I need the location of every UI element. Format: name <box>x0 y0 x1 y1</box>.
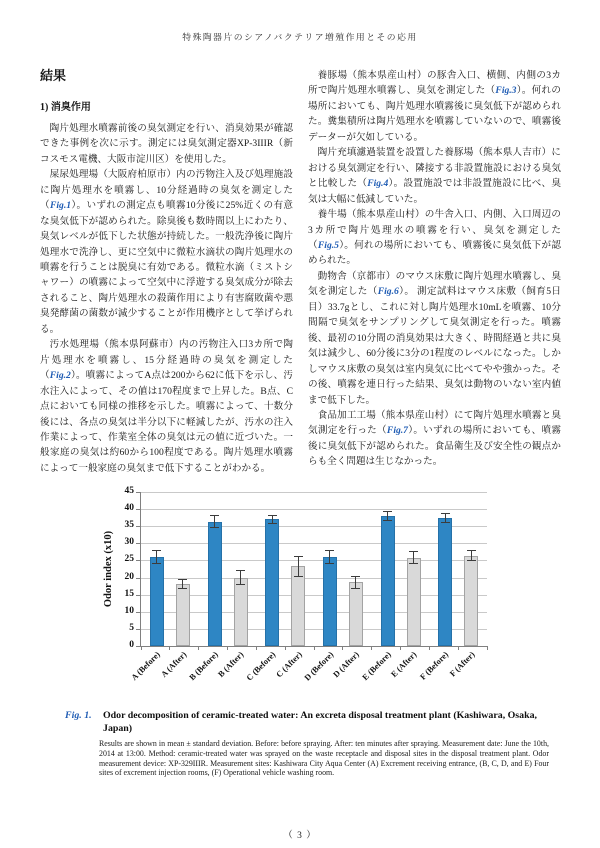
x-category-label: A (After) <box>159 650 189 680</box>
left-column-paragraphs <box>40 121 293 476</box>
figure-reference: Fig.4 <box>367 178 389 190</box>
error-bar <box>240 571 241 585</box>
error-bar-cap <box>236 584 245 585</box>
bar-before <box>438 518 452 646</box>
y-tick-label: 30 <box>124 537 134 548</box>
error-bar <box>471 551 472 561</box>
error-bar-cap <box>351 588 360 589</box>
x-category-label: E (After) <box>389 650 419 680</box>
y-axis-label: Odor index (x10) <box>103 530 114 608</box>
x-category-label: B (Before) <box>187 650 220 683</box>
error-bar <box>413 552 414 564</box>
paragraph: 陶片充填濾過装置を設置した養豚場（熊本県人吉市）における臭気測定を行い、隣接する非設置施設における臭気と比較した（Fig.4）。設置施設では非設置施設に比べ、臭気は大幅に低減していた。 <box>308 147 561 205</box>
right-column-paragraphs <box>308 68 561 470</box>
y-tick-label: 45 <box>124 486 134 496</box>
error-bar-cap <box>268 523 277 524</box>
x-category-label: A (Before) <box>130 650 163 683</box>
error-bar-cap <box>325 563 334 564</box>
y-tick-label: 5 <box>129 622 134 633</box>
bar-before <box>208 522 222 646</box>
plot-area <box>103 486 487 650</box>
odor-index-bar-chart <box>103 486 506 705</box>
y-tick-label: 20 <box>124 571 134 582</box>
y-tick-label: 10 <box>124 605 134 616</box>
y-tick-label: 15 <box>124 588 134 599</box>
y-tick <box>136 526 141 527</box>
figure-caption-head <box>65 710 549 735</box>
y-tick <box>136 509 141 510</box>
figure-note: Results are shown in mean ± standard deviation. Before: before spraying. After: ten minutes after spraying. Measurement date: June the 10th, 2014 at 13:00. Method: ceramic-treated water was sprayed on the waste receptacle and disposal sites in the disposal treatment plant. Odor measurement device: XP-329IIIR. Measurement sites: Kashiwara City Aqua Center (A) Excrement receiving entrance, (B, C, D, and E) Four sites of excrement injection rooms, (F) Operational vehicle washing room. <box>99 739 549 778</box>
figure-reference: Fig.2 <box>49 370 71 382</box>
error-bar <box>298 556 299 577</box>
error-bar-cap <box>152 563 161 564</box>
paragraph: 食品加工工場（熊本県産山村）にて陶片処理水噴霧と臭気測定を行った（Fig.7）。いずれの場所においても、噴霧後に臭気低下が認められた。食品衛生及び安全性の観点からも全く問題は生じなかった。 <box>308 409 561 468</box>
bar-after <box>349 582 363 646</box>
x-category-label: D (After) <box>331 650 362 680</box>
y-tick <box>136 578 141 579</box>
bar-after <box>407 558 421 646</box>
y-tick <box>136 595 141 596</box>
y-tick <box>136 612 141 613</box>
error-bar-cap <box>210 515 219 516</box>
figure-reference: Fig.1 <box>49 200 72 212</box>
y-tick <box>136 543 141 544</box>
error-bar <box>156 550 157 564</box>
error-bar-cap <box>325 550 334 551</box>
error-bar-cap <box>178 588 187 589</box>
y-tick-label: 0 <box>129 640 134 650</box>
paragraph: 養牛場（熊本県産山村）の牛舎入口、内側、入口周辺の3カ所で陶片処理水の噴霧を行い、臭気を測定した（Fig.5）。何れの場所においても、噴霧後に臭気低下が認められた。 <box>308 209 561 267</box>
error-bar-cap <box>236 570 245 571</box>
gridline <box>141 492 487 493</box>
gridline <box>141 612 487 613</box>
bar-before <box>381 516 395 646</box>
figure-reference: Fig.3 <box>495 85 517 97</box>
x-category-label: F (After) <box>448 650 477 679</box>
subsection-heading-deodorization: 1) 消臭作用 <box>40 102 91 114</box>
bar-before <box>265 519 279 646</box>
error-bar-cap <box>441 513 450 514</box>
y-tick <box>136 629 141 630</box>
bar-after <box>291 566 305 646</box>
error-bar-cap <box>467 550 476 551</box>
error-bar-cap <box>152 550 161 551</box>
error-bar-cap <box>351 576 360 577</box>
gridline <box>141 543 487 544</box>
body-columns <box>40 68 561 492</box>
x-category-label: C (After) <box>274 650 304 680</box>
section-heading-results: 結果 <box>40 68 67 83</box>
page-number: （ 3 ） <box>283 831 317 841</box>
error-bar-cap <box>409 563 418 564</box>
figure-reference: Fig.7 <box>386 425 408 437</box>
paragraph: 動物舎（京都市）のマウス床敷に陶片処理水噴霧し、臭気を測定した（Fig.6）。 測定試料はマウス床敷（飼育5日目）33.7gとし、これに対し陶片処理水10mLを噴霧、10分間隔で臭気をサンプリングして臭気測定を行った。噴霧後、最初の10分間の消臭効果は大きく、時間経過と共に臭気は減少し、60分後に3分の1程度のレベルになった。しかしマウス床敷の臭気は室内臭気に比べてやや強かった。その後、噴霧を連日行った結果、臭気は動物のいない室内値まで低下した。 <box>308 270 561 406</box>
x-axis-labels <box>130 647 486 705</box>
y-tick <box>136 560 141 561</box>
error-bar-cap <box>409 551 418 552</box>
error-bar-cap <box>383 511 392 512</box>
bar-before <box>150 557 164 646</box>
left-column <box>40 68 293 492</box>
error-bar <box>214 516 215 528</box>
error-bar-cap <box>268 515 277 516</box>
bar-after <box>176 584 190 646</box>
error-bar-cap <box>383 520 392 521</box>
gridline <box>141 578 487 579</box>
x-category-label: B (After) <box>216 650 246 680</box>
error-bar-cap <box>294 576 303 577</box>
y-tick <box>136 492 141 493</box>
paragraph: 陶片処理水噴霧前後の臭気測定を行い、消臭効果が確認できた事例を次に示す。測定には臭気測定器XP-3IIIR（新コスモス電機、大阪市淀川区）を使用した。 <box>40 122 293 165</box>
paragraph: 養豚場（熊本県産山村）の豚舎入口、横側、内側の3カ所で陶片処理水噴霧し、臭気を測定した（Fig.3）。何れの場所においても、陶片処理水噴霧後に臭気低下が認められた。糞集積所は陶片処理水を噴霧していないので、噴霧後データーが欠如している。 <box>308 70 561 143</box>
bar-before <box>323 557 337 646</box>
error-bar-cap <box>294 556 303 557</box>
x-category-label: E (Before) <box>360 650 393 683</box>
running-head: 特殊陶器片のシアノバクテリア増殖作用とその応用 <box>182 32 418 42</box>
figure-caption <box>65 710 549 778</box>
figure-reference: Fig.5 <box>317 239 339 251</box>
gridline <box>141 629 487 630</box>
error-bar-cap <box>178 579 187 580</box>
gridline <box>141 526 487 527</box>
x-tick <box>487 646 488 650</box>
figure-reference: Fig.6 <box>377 286 399 298</box>
paragraph: 屎尿処理場（大阪府柏原市）内の汚物注入及び処理施設に陶片処理水を噴霧し、10分経過時の臭気を測定した（Fig.1）。いずれの測定点も噴霧10分後に25%近くの有意な臭気低下が認められた。除臭後も数時間以上にわたり、臭気レベルが低下した状態が持続した。一般洗浄後に陶片処理水で洗浄し、更に空気中に微粒水滴状の陶片処理水の噴霧を行うことは脱臭に有効である。微粒水滴（ミストシャワー）の噴霧によって空気中に浮遊する臭気成分が除去されること、陶片処理水の殺菌作用により有害腐敗菌や悪臭発酵菌の菌数が減少することが作用機序として挙げられる。 <box>40 169 293 335</box>
x-category-label: C (Before) <box>245 650 278 683</box>
y-tick-label: 40 <box>124 503 134 514</box>
x-category-label: D (Before) <box>302 650 336 683</box>
figure-label: Fig. 1. <box>65 710 92 721</box>
y-tick-label: 35 <box>124 520 134 531</box>
gridline <box>141 595 487 596</box>
error-bar <box>329 550 330 564</box>
error-bar-cap <box>467 560 476 561</box>
figure-title: Odor decomposition of ceramic-treated water: An excreta disposal treatment plant (Kashiwara, Osaka, Japan) <box>103 710 537 734</box>
gridline <box>141 560 487 561</box>
y-tick-label: 25 <box>124 554 134 565</box>
gridline <box>141 509 487 510</box>
error-bar <box>355 577 356 589</box>
error-bar-cap <box>210 527 219 528</box>
bar-after <box>234 578 248 646</box>
right-column <box>308 68 561 492</box>
x-category-label: F (Before) <box>418 650 451 682</box>
bar-after <box>464 556 478 646</box>
error-bar-cap <box>441 522 450 523</box>
paragraph: 汚水処理場（熊本県阿蘇市）内の汚物注入口3カ所で陶片処理水を噴霧し、15分経過時の臭気を測定した（Fig.2）。噴霧によってA点は200から62に低下を示し、汚水注入によって、その値は170程度まで上昇した。B点、C点においても同様の推移を示した。噴霧によって、十数分後には、各点の臭気は半分以下に軽減したが、汚水の注入作業によって、作業室全体の臭気は元の値に近づいた。一般家庭の臭気は約60から100程度である。陶片処理水噴霧によって一般家庭の臭気まで低下することがわかる。 <box>40 339 293 474</box>
